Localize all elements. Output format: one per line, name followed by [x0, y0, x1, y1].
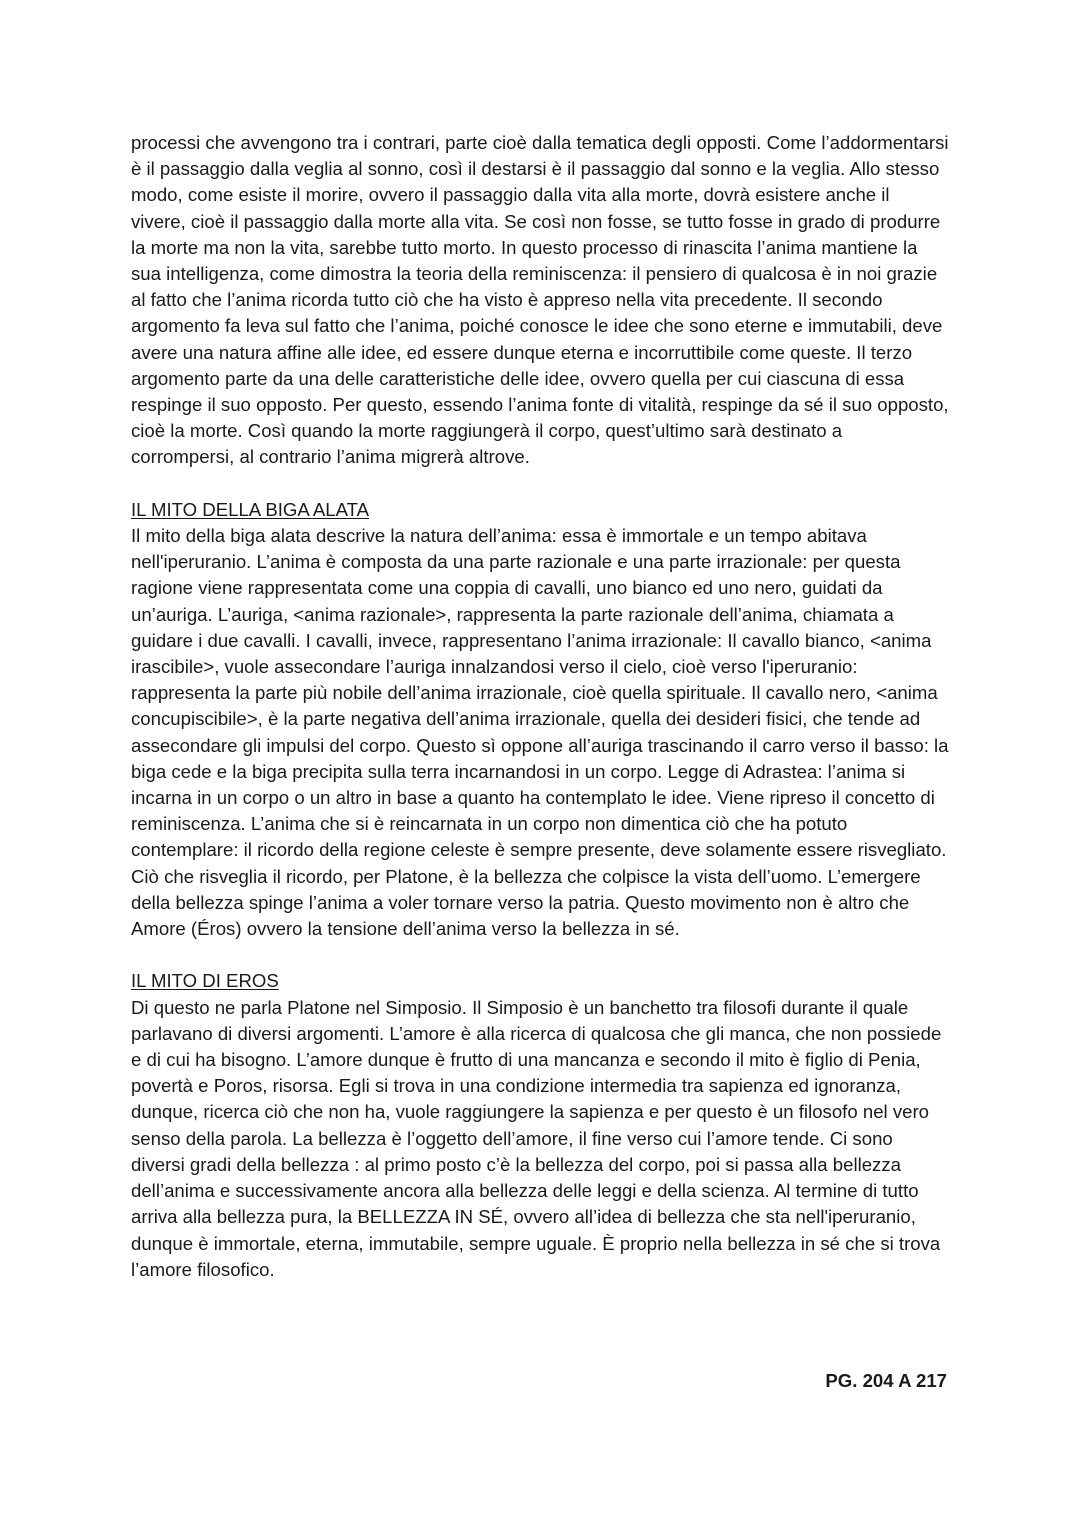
page-reference: PG. 204 A 217	[825, 1370, 947, 1391]
section-biga-alata	[131, 497, 949, 942]
intro-paragraph: processi che avvengono tra i contrari, parte cioè dalla tematica degli opposti. Come l’addormentarsi è il passaggio dalla veglia al sonno, così il destarsi è il passaggio dal sonno e la veglia. Allo stesso modo, come esiste il morire, ovvero il passaggio dalla vita alla morte, dovrà esistere anche il vivere, cioè il passaggio dalla morte alla vita. Se così non fosse, se tutto fosse in grado di produrre la morte ma non la vita, sarebbe tutto morto. In questo processo di rinascita l’anima mantiene la sua intelligenza, come dimostra la teoria della reminiscenza: il pensiero di qualcosa è in noi grazie al fatto che l’anima ricorda tutto ciò che ha visto è appreso nella vita precedente. Il secondo argomento fa leva sul fatto che l’anima, poiché conosce le idee che sono eterne e immutabili, deve avere una natura affine alle idee, ed essere dunque eterna e incorruttibile come queste. Il terzo argomento parte da una delle caratteristiche delle idee, ovvero quella per cui ciascuna di essa respinge il suo opposto. Per questo, essendo l’anima fonte di vitalità, respinge da sé il suo opposto, cioè la morte. Così quando la morte raggiungerà il corpo, quest’ultimo sarà destinato a corrompersi, al contrario l’anima migrerà altrove.	[131, 132, 949, 468]
section-eros	[131, 968, 949, 1282]
document-body	[131, 130, 949, 1283]
section-heading: IL MITO DELLA BIGA ALATA	[131, 498, 370, 520]
section-body: Il mito della biga alata descrive la natura dell’anima: essa è immortale e un tempo abitava nell'iperuranio. L’anima è composta da una parte razionale e una parte irrazionale: per questa ragione viene rappresentata come una coppia di cavalli, uno bianco ed uno nero, guidati da un’auriga. L’auriga, <anima razionale>, rappresenta la parte razionale dell’anima, chiamata a guidare i due cavalli. I cavalli, invece, rappresentano l’anima irrazionale: Il cavallo bianco, <anima irascibile>, vuole assecondare l’auriga innalzandosi verso il cielo, cioè verso l'iperuranio: rappresenta la parte più nobile dell’anima irrazionale, cioè quella spirituale. Il cavallo nero, <anima concupiscibile>, è la parte negativa dell’anima irrazionale, quella dei desideri fisici, che tende ad assecondare gli impulsi del corpo. Questo sì oppone all’auriga trascinando il carro verso il basso: la biga cede e la biga precipita sulla terra incarnandosi in un corpo. Legge di Adrastea: l’anima si incarna in un corpo o un altro in base a quanto ha contemplato le idee. Viene ripreso il concetto di reminiscenza. L’anima che si è reincarnata in un corpo non dimentica ciò che ha potuto contemplare: il ricordo della regione celeste è sempre presente, deve solamente essere risvegliato. Ciò che risveglia il ricordo, per Platone, è la bellezza che colpisce la vista dell’uomo. L’emergere della bellezza spinge l’anima a voler tornare verso la patria. Questo movimento non è altro che Amore (Éros) ovvero la tensione dell’anima verso la bellezza in sé.	[131, 525, 949, 940]
section-heading: IL MITO DI EROS	[131, 970, 279, 992]
section-body: Di questo ne parla Platone nel Simposio. Il Simposio è un banchetto tra filosofi durante il quale parlavano di diversi argomenti. L’amore è alla ricerca di qualcosa che gli manca, che non possiede e di cui ha bisogno. L’amore dunque è frutto di una mancanza e secondo il mito è figlio di Penia, povertà e Poros, risorsa. Egli si trova in una condizione intermedia tra sapienza ed ignoranza, dunque, ricerca ciò che non ha, vuole raggiungere la sapienza e per questo è un filosofo nel vero senso della parola. La bellezza è l’oggetto dell’amore, il fine verso cui l’amore tende. Ci sono diversi gradi della bellezza : al primo posto c’è la bellezza del corpo, poi si passa alla bellezza dell’anima e successivamente ancora alla bellezza delle leggi e della scienza. Al termine di tutto arriva alla bellezza pura, la BELLEZZA IN SÉ, ovvero all’idea di bellezza che sta nell'iperuranio, dunque è immortale, eterna, immutabile, sempre uguale. È proprio nella bellezza in sé che si trova l’amore filosofico.	[131, 996, 942, 1280]
